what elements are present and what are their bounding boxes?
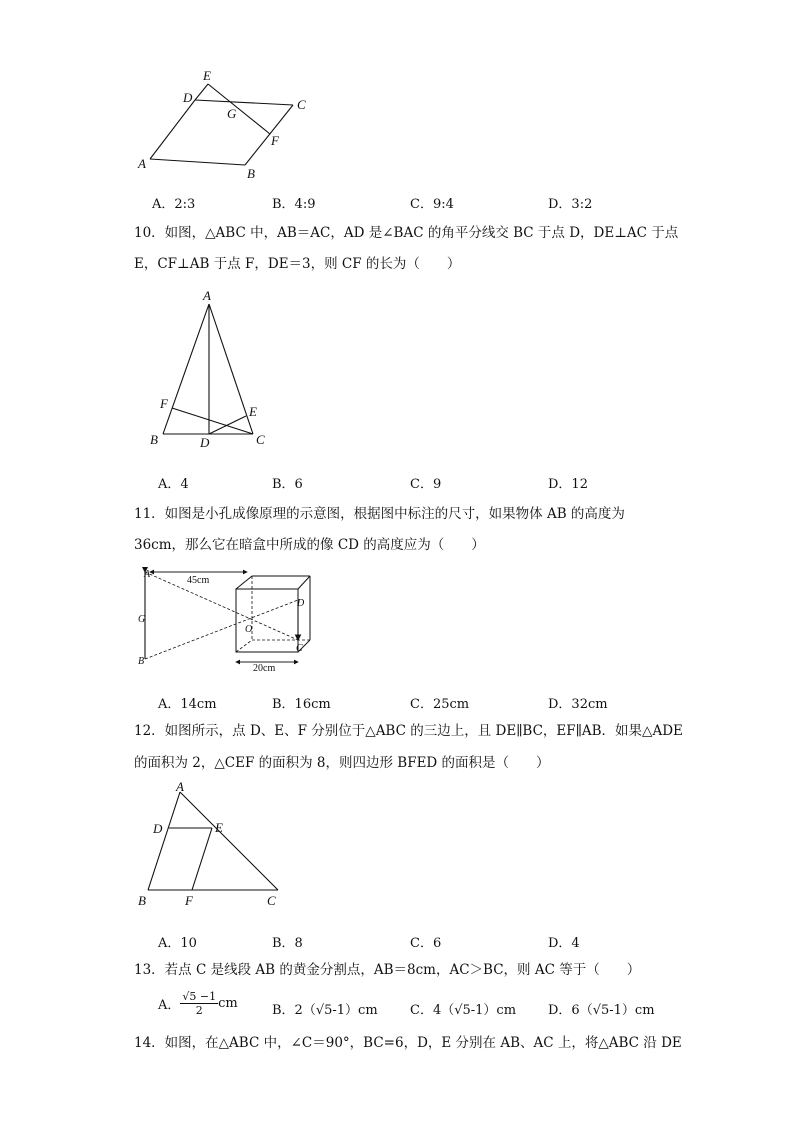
- q12-figure: [135, 781, 295, 909]
- q9-figure: [120, 62, 320, 182]
- q10-label-f: F: [160, 396, 168, 411]
- q9-segment-ab: [150, 159, 245, 165]
- q11-label-a: A: [144, 569, 151, 580]
- q13-option-c[interactable]: C．4（√5-1）cm: [410, 1003, 517, 1018]
- q10-segment-ac: [209, 304, 253, 434]
- q11-stem-line2: 36cm，那么它在暗盒中所成的像 CD 的高度应为（ ）: [134, 537, 485, 553]
- q10-figure: [140, 286, 280, 452]
- q12-segment-ab: [148, 792, 180, 890]
- q9-option-a[interactable]: A．2:3: [152, 197, 196, 212]
- q12-label-f: F: [185, 893, 193, 908]
- q13-stem-line1: 13．若点 C 是线段 AB 的黄金分割点，AB＝8cm，AC＞BC，则 AC 等于（ ）: [134, 962, 641, 978]
- q10-option-a[interactable]: A．4: [158, 477, 189, 492]
- q13-option-a[interactable]: [158, 990, 238, 1017]
- q13-option-a-denominator: 2: [195, 1004, 203, 1017]
- q10-segment-ab: [163, 304, 209, 434]
- q10-stem-line2: E，CF⊥AB 于点 F，DE＝3，则 CF 的长为（ ）: [134, 256, 461, 272]
- q12-stem-line1: 12．如图所示，点 D、E、F 分别位于△ABC 的三边上，且 DE∥BC，EF∥AB．如果△ADE: [134, 723, 683, 739]
- q13-option-a-unit: cm: [218, 996, 238, 1011]
- q10-option-c[interactable]: C．9: [410, 477, 442, 492]
- q9-segment-ef: [208, 84, 270, 134]
- q12-option-d[interactable]: D．4: [548, 936, 580, 951]
- q12-option-a[interactable]: A．10: [158, 936, 197, 951]
- q9-segment-ad: [150, 100, 195, 159]
- q9-label-c: C: [297, 97, 306, 112]
- q10-label-c: C: [256, 432, 265, 447]
- q11-option-b[interactable]: B．16cm: [272, 697, 331, 712]
- q9-segment-dc: [195, 100, 293, 105]
- q10-segment-de: [209, 416, 246, 434]
- q10-stem-line1: 10．如图，△ABC 中，AB＝AC，AD 是∠BAC 的角平分线交 BC 于点 D，DE⊥AC 于点: [134, 225, 679, 241]
- q11-label-c: C: [296, 643, 303, 654]
- q9-segment-de: [195, 84, 208, 100]
- q12-segment-ef: [192, 828, 212, 890]
- q12-label-b: B: [138, 893, 146, 908]
- q13-option-a-prefix: A．: [158, 998, 181, 1013]
- q13-option-b[interactable]: B．2（√5-1）cm: [272, 1003, 378, 1018]
- q9-label-d: D: [183, 90, 193, 105]
- q12-label-d: D: [153, 821, 163, 836]
- q9-option-d[interactable]: D．3:2: [548, 197, 593, 212]
- q14-stem-line1: 14．如图，在△ABC 中，∠C＝90°，BC=6，D，E 分别在 AB、AC 上，将△ABC 沿 DE: [134, 1035, 682, 1051]
- q9-segment-cb: [245, 105, 293, 165]
- q9-option-c[interactable]: C．9:4: [410, 197, 454, 212]
- q11-option-c[interactable]: C．25cm: [410, 697, 470, 712]
- q12-option-b[interactable]: B．8: [272, 936, 303, 951]
- q10-label-d: D: [200, 435, 210, 450]
- q12-stem-line2: 的面积为 2，△CEF 的面积为 8，则四边形 BFED 的面积是（ ）: [134, 755, 550, 771]
- q13-option-d[interactable]: D．6（√5-1）cm: [548, 1003, 655, 1018]
- q12-option-c[interactable]: C．6: [410, 936, 442, 951]
- q9-label-b: B: [247, 166, 255, 181]
- q12-label-c: C: [267, 893, 276, 908]
- q11-figure: [132, 562, 322, 680]
- q13-option-a-fraction: [180, 990, 218, 1017]
- q10-segment-cf: [172, 408, 253, 434]
- q9-label-g: G: [227, 106, 237, 121]
- q13-option-a-numerator: √5 −1: [182, 990, 217, 1003]
- q11-label-o: O: [245, 624, 253, 635]
- q11-dim-45-label: 45cm: [187, 575, 210, 586]
- q9-label-e: E: [203, 68, 211, 83]
- q9-option-b[interactable]: B．4:9: [272, 197, 316, 212]
- q10-option-d[interactable]: D．12: [548, 477, 588, 492]
- q10-option-b[interactable]: B．6: [272, 477, 303, 492]
- q10-label-e: E: [249, 404, 257, 419]
- q11-label-b: B: [138, 656, 145, 667]
- q11-label-g: G: [138, 614, 146, 625]
- q9-label-a: A: [138, 156, 146, 171]
- q11-option-a[interactable]: A．14cm: [158, 697, 217, 712]
- q9-label-f: F: [271, 133, 279, 148]
- q12-segment-ac: [180, 792, 278, 890]
- q12-label-e: E: [215, 820, 223, 835]
- q11-dim-20-label: 20cm: [253, 663, 276, 674]
- q10-label-b: B: [150, 432, 158, 447]
- q11-stem-line1: 11．如图是小孔成像原理的示意图，根据图中标注的尺寸，如果物体 AB 的高度为: [134, 506, 625, 522]
- q10-label-a: A: [203, 288, 211, 303]
- q12-label-a: A: [176, 781, 184, 794]
- q11-label-d: D: [297, 598, 305, 609]
- q11-option-d[interactable]: D．32cm: [548, 697, 608, 712]
